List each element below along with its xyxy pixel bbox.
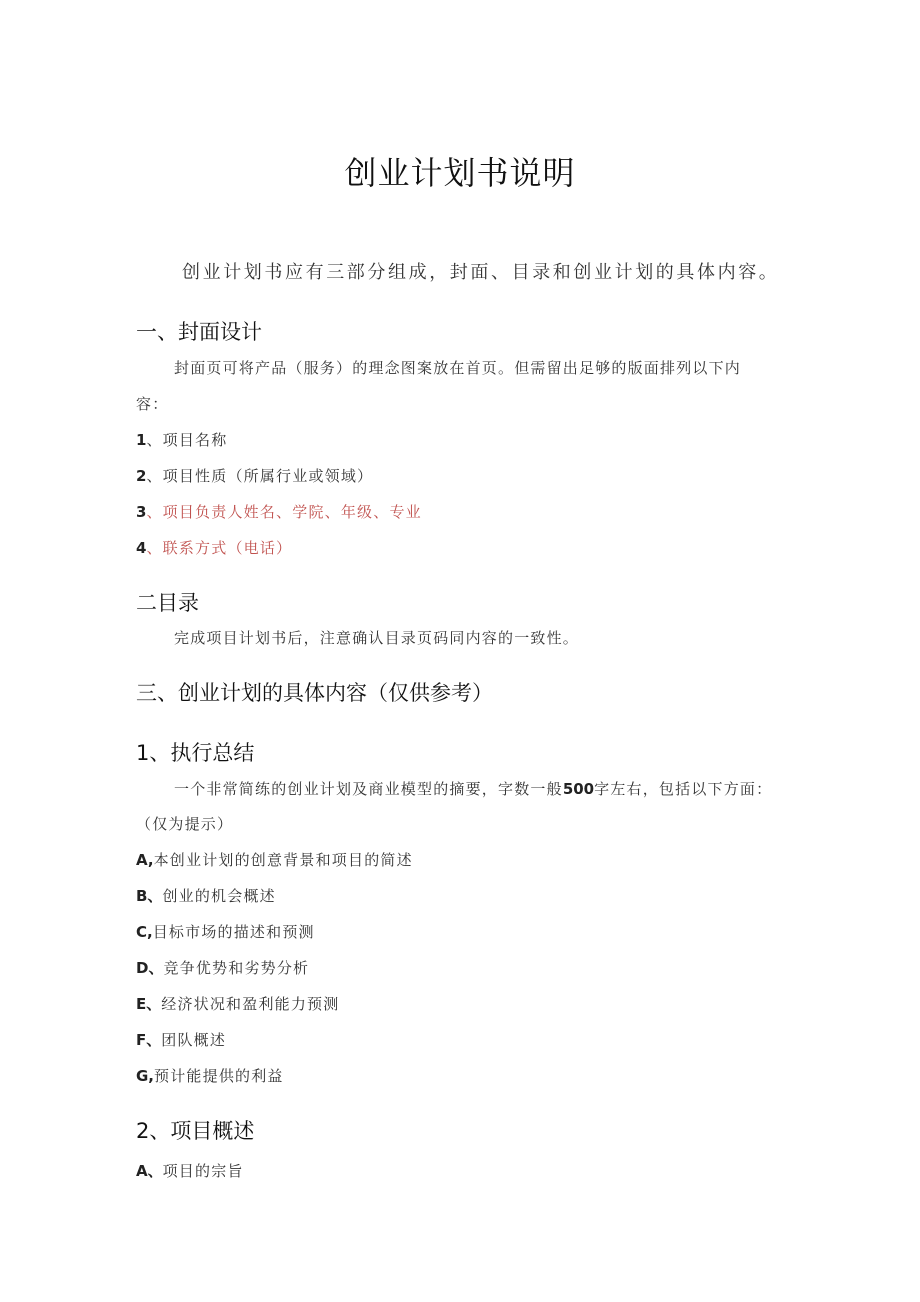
list-marker: A、	[136, 1162, 163, 1180]
list-item-text: 项目的宗旨	[162, 1162, 244, 1180]
list-marker: C,	[136, 923, 153, 941]
summary-text-a: 一个非常简练的创业计划及商业模型的摘要，字数一般	[174, 780, 563, 798]
intro-paragraph: 创业计划书应有三部分组成，封面、目录和创业计划的具体内容。	[182, 262, 780, 283]
list-item	[136, 501, 422, 522]
summary-paragraph-line2: （仅为提示）	[136, 815, 234, 833]
list-sep: 、	[146, 467, 163, 485]
section-heading-toc: 二目录	[136, 591, 199, 615]
list-item-text: 经济状况和盈利能力预测	[161, 995, 340, 1013]
section-heading-cover: 一、封面设计	[136, 320, 262, 344]
list-sep: 、	[146, 431, 163, 449]
list-item	[136, 921, 315, 942]
list-item	[136, 993, 339, 1014]
list-sep: 、	[146, 539, 163, 557]
list-marker: B、	[136, 887, 163, 905]
list-item	[136, 465, 373, 486]
list-marker: 1	[136, 431, 147, 449]
list-item-text: 目标市场的描述和预测	[152, 923, 315, 941]
list-item-text: 创业的机会概述	[162, 887, 276, 905]
list-item-text: 预计能提供的利益	[154, 1067, 284, 1085]
list-item-text: 团队概述	[161, 1031, 227, 1049]
list-marker: G,	[136, 1067, 155, 1085]
toc-paragraph: 完成项目计划书后，注意确认目录页码同内容的一致性。	[174, 629, 580, 647]
summary-paragraph-line1	[174, 778, 772, 799]
list-item	[136, 429, 227, 450]
list-item	[136, 1029, 226, 1050]
list-item-text-highlighted: 联系方式（电话）	[162, 539, 293, 557]
subsection-heading-overview: 2、项目概述	[136, 1119, 255, 1143]
list-item	[136, 957, 309, 978]
list-item	[136, 885, 276, 906]
cover-paragraph-line1: 封面页可将产品（服务）的理念图案放在首页。但需留出足够的版面排列以下内	[174, 359, 742, 377]
list-item-text: 本创业计划的创意背景和项目的简述	[153, 851, 413, 869]
list-item-text: 项目名称	[162, 431, 228, 449]
list-marker: 3	[136, 503, 147, 521]
list-item	[136, 849, 413, 870]
list-marker: 4	[136, 539, 147, 557]
list-marker: E、	[136, 995, 162, 1013]
list-item-text: 竞争优势和劣势分析	[163, 959, 310, 977]
word-count-number: 500	[562, 780, 595, 798]
section-heading-content: 三、创业计划的具体内容（仅供参考）	[136, 681, 493, 705]
summary-text-b: 字左右，包括以下方面：	[594, 780, 773, 798]
list-item-text-highlighted: 项目负责人姓名、学院、年级、专业	[162, 503, 422, 521]
list-item	[136, 537, 292, 558]
document-title: 创业计划书说明	[344, 154, 576, 192]
list-sep: 、	[146, 503, 163, 521]
list-item-text: 项目性质（所属行业或领域）	[162, 467, 374, 485]
list-marker: D、	[136, 959, 164, 977]
list-item	[136, 1065, 284, 1086]
list-marker: A,	[136, 851, 154, 869]
list-item	[136, 1160, 244, 1181]
list-marker: 2	[136, 467, 147, 485]
subsection-heading-summary: 1、执行总结	[136, 741, 255, 765]
list-marker: F、	[136, 1031, 162, 1049]
cover-paragraph-line2: 容：	[136, 395, 169, 413]
